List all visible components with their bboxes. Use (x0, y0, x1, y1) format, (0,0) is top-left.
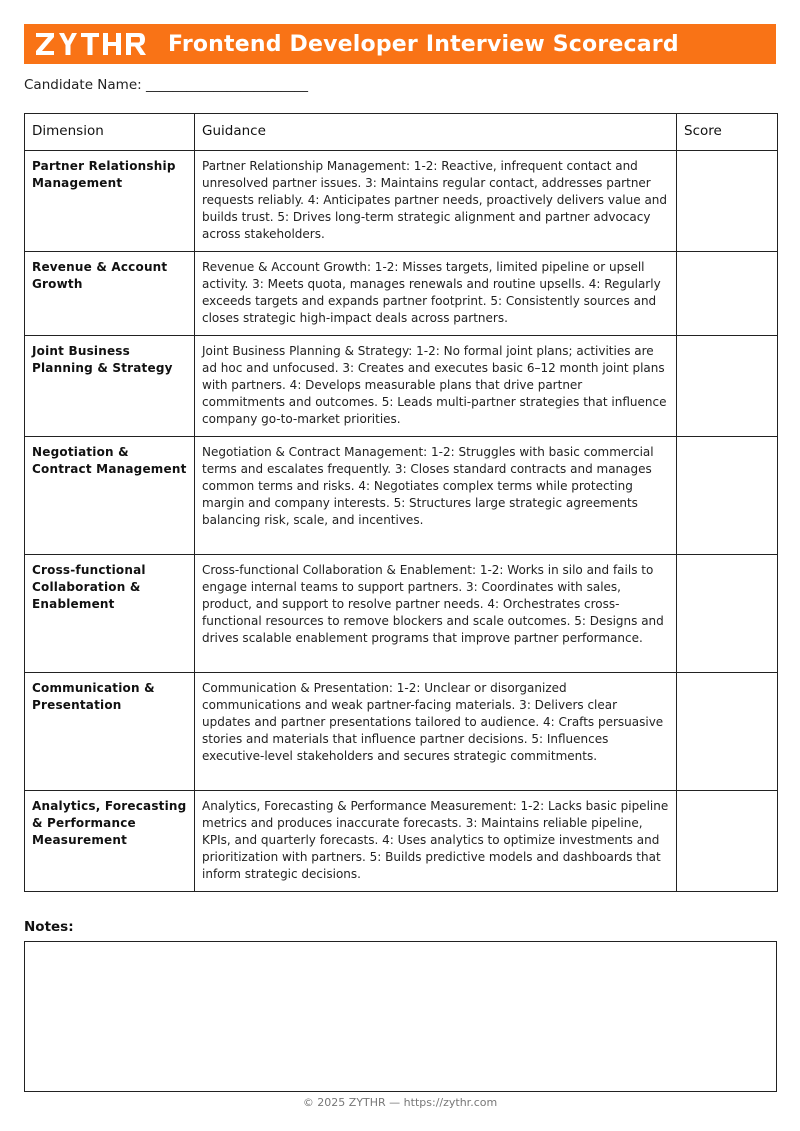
score-cell[interactable] (677, 437, 778, 555)
table-row (25, 555, 778, 673)
dimension-cell: Communication & Presentation (25, 673, 195, 791)
column-header-score: Score (677, 114, 778, 151)
guidance-cell: Cross-functional Collaboration & Enablement: 1-2: Works in silo and fails to engage internal teams to support partners. 3: Coordinates with sales, product, and support to resolve partner needs. 4: Orchestrates cross-functional resources to remove blockers and scale outcomes. 5: Designs and drives scalable enablement programs that improve partner performance. (195, 555, 677, 673)
table-row (25, 336, 778, 437)
guidance-cell: Analytics, Forecasting & Performance Measurement: 1-2: Lacks basic pipeline metrics and produces inaccurate forecasts. 3: Maintains reliable pipeline, KPIs, and quarterly forecasts. 4: Uses analytics to optimize investments and prioritization with partners. 5: Builds predictive models and dashboards that inform strategic decisions. (195, 791, 677, 892)
table-row (25, 791, 778, 892)
score-cell[interactable] (677, 336, 778, 437)
score-cell[interactable] (677, 791, 778, 892)
score-cell[interactable] (677, 555, 778, 673)
page-title: Frontend Developer Interview Scorecard (168, 31, 679, 57)
header-banner (24, 24, 776, 64)
dimension-cell: Cross-functional Collaboration & Enablement (25, 555, 195, 673)
score-cell[interactable] (677, 673, 778, 791)
table-row (25, 151, 778, 252)
dimension-cell: Revenue & Account Growth (25, 252, 195, 336)
table-row (25, 673, 778, 791)
notes-box[interactable] (24, 941, 777, 1092)
column-header-guidance: Guidance (195, 114, 677, 151)
score-cell[interactable] (677, 252, 778, 336)
dimension-cell: Joint Business Planning & Strategy (25, 336, 195, 437)
candidate-name-field: Candidate Name: ________________________ (24, 77, 308, 93)
dimension-cell: Analytics, Forecasting & Performance Measurement (25, 791, 195, 892)
guidance-cell: Communication & Presentation: 1-2: Unclear or disorganized communications and weak partner-facing materials. 3: Delivers clear updates and partner presentations tailored to audience. 4: Crafts persuasive stories and materials that influence partner decisions. 5: Influences executive-level stakeholders and secures strategic commitments. (195, 673, 677, 791)
dimension-cell: Negotiation & Contract Management (25, 437, 195, 555)
scorecard-table (24, 113, 778, 892)
guidance-cell: Negotiation & Contract Management: 1-2: Struggles with basic commercial terms and escalates frequently. 3: Closes standard contracts and manages common terms and risks. 4: Negotiates complex terms while protecting margin and company interests. 5: Structures large strategic agreements balancing risk, scale, and incentives. (195, 437, 677, 555)
table-row (25, 252, 778, 336)
dimension-cell: Partner Relationship Management (25, 151, 195, 252)
table-header-row (25, 114, 778, 151)
notes-label: Notes: (24, 919, 74, 935)
zythr-logo (36, 30, 148, 58)
guidance-cell: Joint Business Planning & Strategy: 1-2: No formal joint plans; activities are ad hoc and unfocused. 3: Creates and executes basic 6–12 month joint plans with partners. 4: Develops measurable plans that drive partner commitments and outcomes. 5: Leads multi-partner strategies that influence company go-to-market priorities. (195, 336, 677, 437)
footer-copyright: © 2025 ZYTHR — https://zythr.com (302, 1096, 498, 1109)
column-header-dimension: Dimension (25, 114, 195, 151)
table-row (25, 437, 778, 555)
guidance-cell: Partner Relationship Management: 1-2: Reactive, infrequent contact and unresolved partner issues. 3: Maintains regular contact, addresses partner requests reliably. 4: Anticipates partner needs, proactively delivers value and builds trust. 5: Drives long-term strategic alignment and partner advocacy across stakeholders. (195, 151, 677, 252)
score-cell[interactable] (677, 151, 778, 252)
guidance-cell: Revenue & Account Growth: 1-2: Misses targets, limited pipeline or upsell activity. 3: Meets quota, manages renewals and routine upsells. 4: Regularly exceeds targets and expands partner footprint. 5: Consistently sources and closes strategic high-impact deals across partners. (195, 252, 677, 336)
